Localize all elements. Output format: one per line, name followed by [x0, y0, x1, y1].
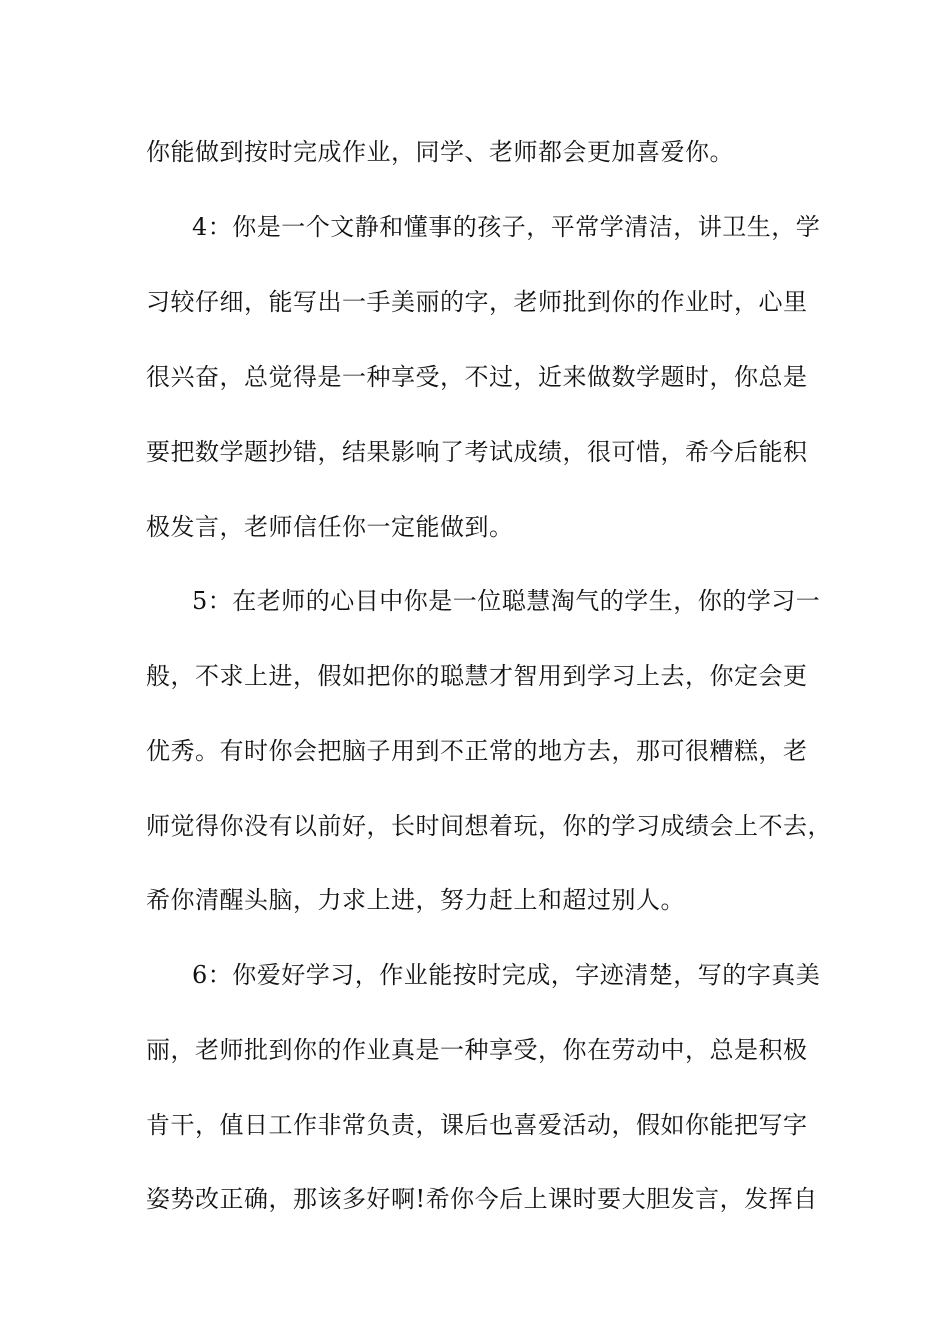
paragraph-line: 优秀。有时你会把脑子用到不正常的地方去，那可很糟糕，老 [146, 737, 808, 765]
paragraph-line: 般，不求上进，假如把你的聪慧才智用到学习上去，你定会更 [146, 662, 808, 690]
paragraph-line: 肯干，值日工作非常负责，课后也喜爱活动，假如你能把写字 [146, 1111, 808, 1139]
paragraph-line: 师觉得你没有以前好，长时间想着玩，你的学习成绩会上不去， [146, 812, 832, 840]
paragraph-line: 4：你是一个文静和懂事的孩子，平常学清洁，讲卫生，学 [192, 213, 821, 241]
paragraph-line: 很兴奋，总觉得是一种享受，不过，近来做数学题时，你总是 [146, 363, 808, 391]
paragraph-line: 你能做到按时完成作业，同学、老师都会更加喜爱你。 [146, 138, 734, 166]
paragraph-line: 6：你爱好学习，作业能按时完成，字迹清楚，写的字真美 [192, 961, 821, 989]
paragraph-line: 5：在老师的心目中你是一位聪慧淘气的学生，你的学习一 [192, 587, 821, 615]
paragraph-line: 丽，老师批到你的作业真是一种享受，你在劳动中，总是积极 [146, 1036, 808, 1064]
paragraph-line: 习较仔细，能写出一手美丽的字，老师批到你的作业时，心里 [146, 288, 808, 316]
paragraph-line: 姿势改正确，那该多好啊!希你今后上课时要大胆发言，发挥自 [146, 1185, 818, 1213]
paragraph-line: 希你清醒头脑，力求上进，努力赶上和超过别人。 [146, 886, 685, 914]
paragraph-line: 要把数学题抄错，结果影响了考试成绩，很可惜，希今后能积 [146, 438, 808, 466]
paragraph-line: 极发言，老师信任你一定能做到。 [146, 513, 514, 541]
